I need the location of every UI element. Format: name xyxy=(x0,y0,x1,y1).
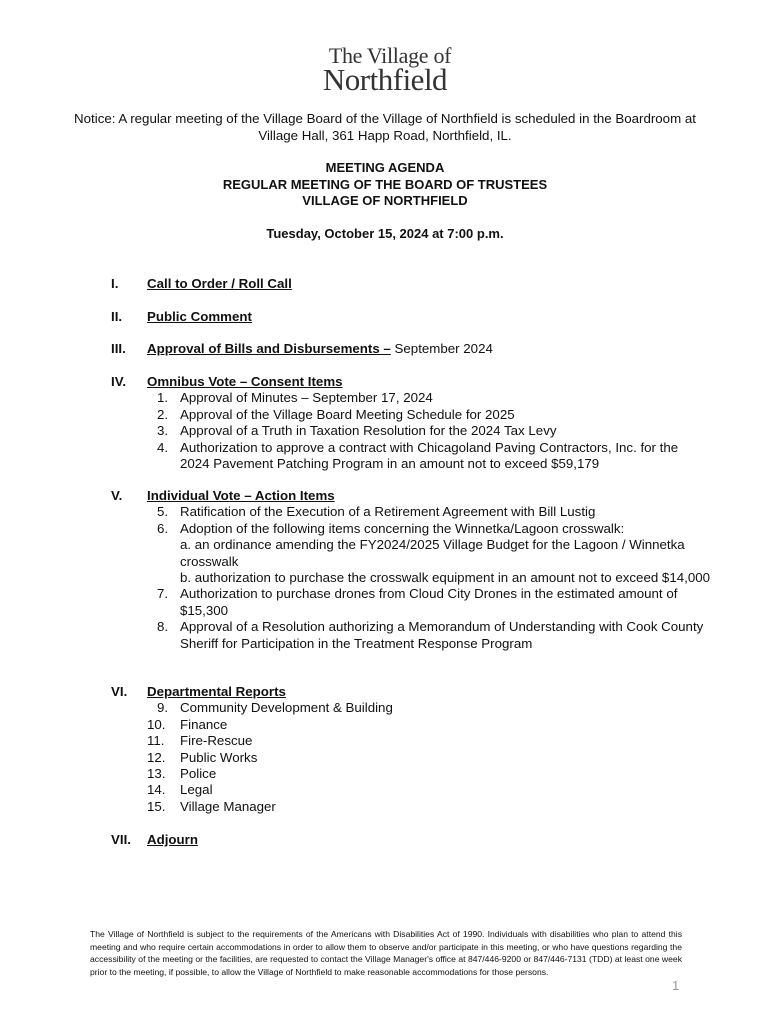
agenda-item xyxy=(147,750,711,766)
item-number: 9. xyxy=(157,700,169,716)
section-title: Public Comment xyxy=(147,309,252,324)
ada-notice: The Village of Northfield is subject to the requirements of the Americans with Disabilities Act of 1990. Individuals with disabilities who plan to attend this meeting and who require certain accommodations in order to allow them to observe and/or participate in this meeting, or who have questions regarding the accessibility of the meeting or the facilities, are requested to contact the Village Manager's office at 847/446-9200 or 847/446-7131 (TDD) at least one week prior to the meeting, if possible, to allow the Village of Northfield to make reasonable accommodations for those persons. xyxy=(90,929,682,977)
agenda-item xyxy=(147,407,711,423)
sub-item: a. an ordinance amending the FY2024/2025 Village Budget for the Lagoon / Winnetka crosswalk xyxy=(180,537,685,569)
section-number: VII. xyxy=(111,832,131,847)
agenda-item xyxy=(147,733,711,749)
item-text: Adoption of the following items concerning the Winnetka/Lagoon crosswalk: xyxy=(180,520,625,536)
section-6 xyxy=(111,684,711,815)
item-text: Legal xyxy=(180,782,213,798)
agenda-item xyxy=(147,700,711,716)
item-number: 11. xyxy=(147,733,165,749)
heading-line-2: REGULAR MEETING OF THE BOARD OF TRUSTEES xyxy=(222,176,548,192)
section-title-suffix: September 2024 xyxy=(390,341,493,356)
agenda-item xyxy=(147,504,711,520)
agenda-item xyxy=(147,521,711,587)
item-number: 3. xyxy=(157,423,169,439)
item-text: Police xyxy=(180,766,217,782)
section-2 xyxy=(111,309,711,325)
section-title: Adjourn xyxy=(147,832,198,847)
section-title: Call to Order / Roll Call xyxy=(147,276,292,291)
item-text: Approval of the Village Board Meeting Schedule for 2025 xyxy=(180,406,515,422)
item-number: 8. xyxy=(157,619,169,635)
item-text: Public Works xyxy=(180,749,258,765)
section-title: Approval of Bills and Disbursements – xyxy=(147,341,391,356)
logo-line-2: Northfield xyxy=(322,62,448,97)
item-number: 13. xyxy=(147,766,166,782)
agenda-heading xyxy=(0,160,770,210)
section-5 xyxy=(111,488,711,652)
item-number: 15. xyxy=(147,798,166,814)
item-number: 14. xyxy=(147,782,166,798)
section-7 xyxy=(111,832,711,848)
item-text: Community Development & Building xyxy=(180,700,393,716)
section-4 xyxy=(111,374,711,472)
item-text: Approval of a Truth in Taxation Resolution for the 2024 Tax Levy xyxy=(180,423,557,439)
agenda-item xyxy=(147,782,711,798)
page-number: 1 xyxy=(672,978,680,993)
heading-line-3: VILLAGE OF NORTHFIELD xyxy=(302,193,468,208)
heading-line-1: MEETING AGENDA xyxy=(325,160,445,175)
agenda-item xyxy=(147,619,711,652)
section-number: II. xyxy=(111,309,123,324)
item-number: 4. xyxy=(157,439,169,455)
section-title: Omnibus Vote – Consent Items xyxy=(147,374,343,389)
item-number: 7. xyxy=(157,586,169,602)
item-text: Authorization to approve a contract with Chicagoland Paving Contractors, Inc. for the 2024 Pavement Patching Program in an amount not to exceed $59,179 xyxy=(180,439,679,472)
item-text: Fire-Rescue xyxy=(180,733,253,749)
section-number: IV. xyxy=(111,374,127,389)
section-3 xyxy=(111,341,711,357)
section-number: I. xyxy=(111,276,119,291)
section-number: V. xyxy=(111,488,123,503)
item-text: Approval of a Resolution authorizing a Memorandum of Understanding with Cook County Sheriff for Participation in the Treatment Response Program xyxy=(180,619,704,651)
item-number: 10. xyxy=(147,716,166,732)
item-number: 5. xyxy=(157,504,169,520)
agenda-item xyxy=(147,390,711,406)
item-text: Finance xyxy=(180,716,228,732)
sub-item: b. authorization to purchase the crosswalk equipment in an amount not to exceed $14,000 xyxy=(180,570,710,586)
section-number: III. xyxy=(111,341,126,356)
section-1 xyxy=(111,276,711,292)
agenda-item xyxy=(147,717,711,733)
item-number: 12. xyxy=(147,749,166,765)
section-number: VI. xyxy=(111,684,128,699)
agenda-item xyxy=(147,586,711,619)
item-text: Authorization to purchase drones from Cloud City Drones in the estimated amount of $15,300 xyxy=(180,586,678,618)
logo-line-1: The Village of xyxy=(328,43,452,68)
section-title: Individual Vote – Action Items xyxy=(147,488,335,503)
item-number: 2. xyxy=(157,406,169,422)
item-number: 1. xyxy=(157,390,169,406)
agenda-item xyxy=(147,440,711,473)
agenda-item xyxy=(147,423,711,439)
agenda-item xyxy=(147,799,711,815)
meeting-notice: Notice: A regular meeting of the Village Board of the Village of Northfield is scheduled in the Boardroom at Village Hall, 361 Happ Road, Northfield, IL. xyxy=(74,111,696,143)
item-number: 6. xyxy=(157,520,169,536)
item-text: Ratification of the Execution of a Retirement Agreement with Bill Lustig xyxy=(180,504,596,520)
item-text: Approval of Minutes – September 17, 2024 xyxy=(180,390,433,406)
section-title: Departmental Reports xyxy=(147,684,286,699)
meeting-datetime: Tuesday, October 15, 2024 at 7:00 p.m. xyxy=(266,226,504,241)
item-text: Village Manager xyxy=(180,798,276,814)
agenda-item xyxy=(147,766,711,782)
village-logo xyxy=(0,44,770,95)
